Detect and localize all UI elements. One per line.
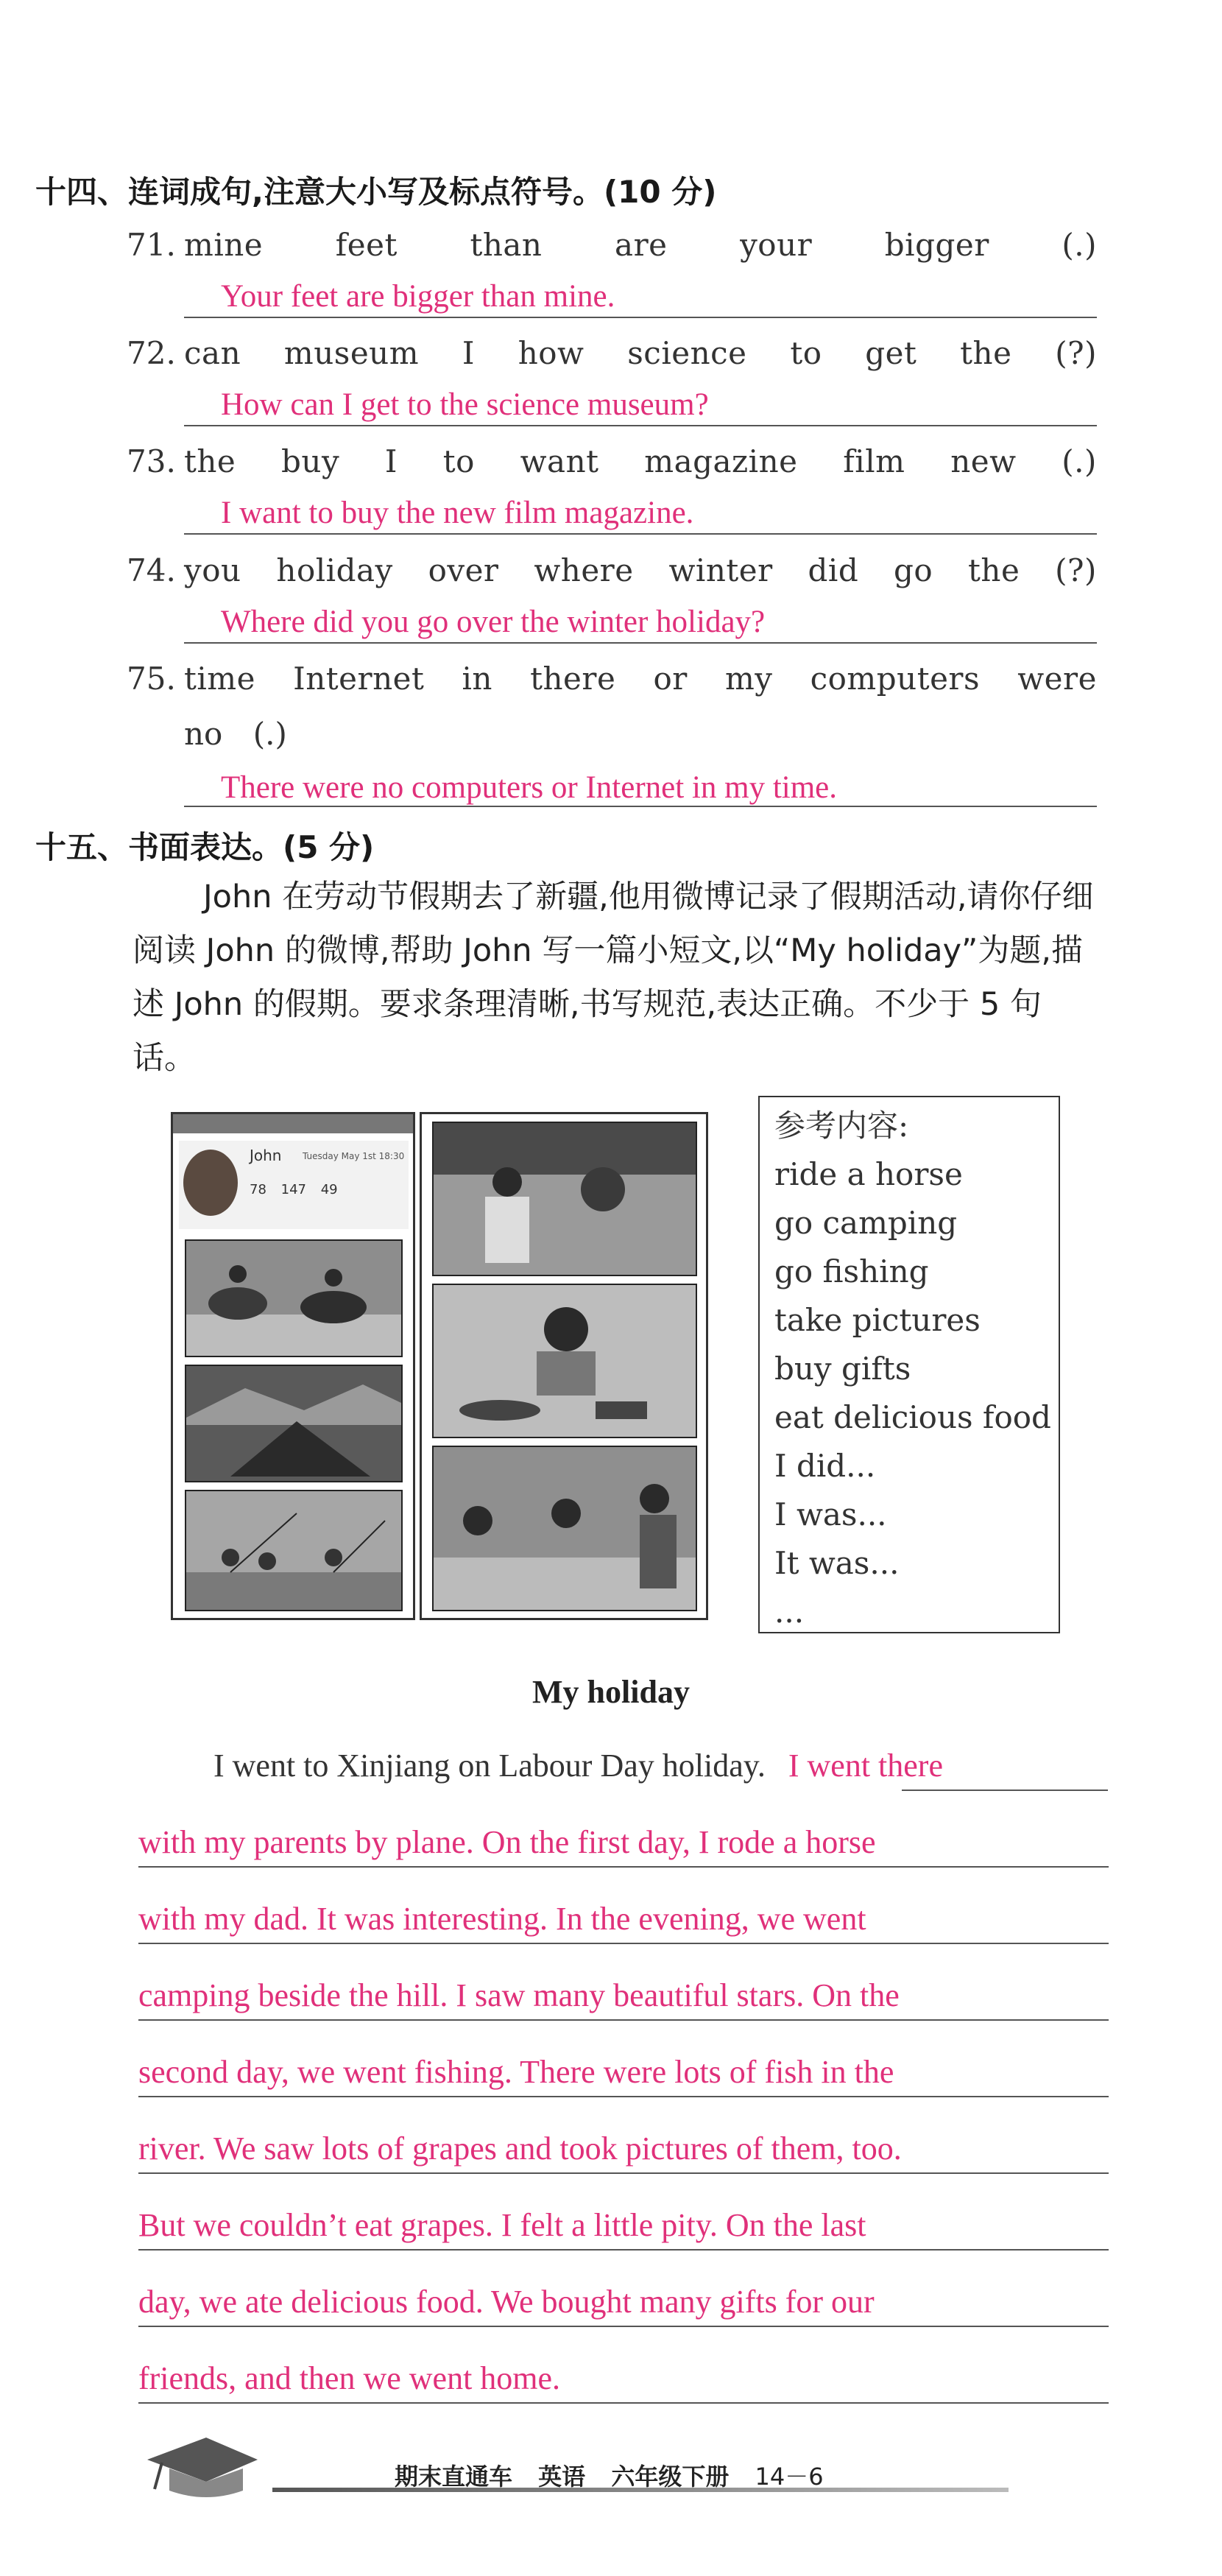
word: where bbox=[534, 552, 634, 588]
photo-camping bbox=[185, 1365, 403, 1482]
weibo-screenshot-2 bbox=[420, 1112, 708, 1620]
horse-illustration bbox=[186, 1241, 401, 1356]
word: museum bbox=[283, 335, 420, 371]
word: computers bbox=[810, 661, 981, 697]
word: want bbox=[520, 443, 599, 479]
word: the bbox=[960, 335, 1012, 371]
weibo-screenshot bbox=[171, 1112, 415, 1620]
fishing-illustration bbox=[186, 1491, 401, 1610]
answer-line bbox=[184, 806, 1097, 807]
essay-line: river. We saw lots of grapes and took pictures of them, too. bbox=[138, 2130, 902, 2167]
essay-line: friends, and then we went home. bbox=[138, 2360, 561, 2396]
reference-item: take pictures bbox=[774, 1302, 981, 1338]
answer-line bbox=[184, 425, 1097, 426]
market-illustration bbox=[434, 1447, 696, 1610]
essay-line: second day, we went fishing. There were lots of fish in the bbox=[138, 2054, 894, 2090]
essay-rule bbox=[902, 1790, 1108, 1791]
word: can bbox=[184, 335, 241, 371]
essay-rule bbox=[138, 2402, 1109, 2404]
word: (?) bbox=[1055, 335, 1097, 371]
section-15-title: 十五、书面表达。(5 分) bbox=[35, 829, 375, 865]
profile-stats bbox=[250, 1182, 338, 1197]
stat-value: 49 bbox=[320, 1182, 338, 1197]
essay-rule bbox=[138, 1866, 1109, 1868]
essay-rule bbox=[138, 2096, 1109, 2097]
stat-value: 147 bbox=[280, 1182, 306, 1197]
word: to bbox=[790, 335, 822, 371]
essay-opening-sentence: I went to Xinjiang on Labour Day holiday. bbox=[213, 1748, 766, 1784]
word: (.) bbox=[252, 716, 287, 752]
word: your bbox=[740, 227, 813, 263]
graduation-cap-icon bbox=[140, 2430, 258, 2504]
profile-card bbox=[179, 1141, 409, 1229]
tent-illustration bbox=[186, 1366, 401, 1481]
answer-74: Where did you go over the winter holiday? bbox=[221, 605, 766, 639]
word: buy bbox=[281, 443, 340, 479]
answer-75: There were no computers or Internet in my time. bbox=[221, 770, 838, 805]
word: my bbox=[724, 661, 773, 697]
essay-line: with my parents by plane. On the first day, I rode a horse bbox=[138, 1824, 876, 1860]
photo-gifts bbox=[432, 1446, 697, 1611]
stat-value: 78 bbox=[250, 1182, 266, 1197]
footer-subject: 英语 bbox=[538, 2463, 586, 2491]
word: feet bbox=[335, 227, 398, 263]
reference-item: I did... bbox=[774, 1448, 876, 1484]
word: I bbox=[462, 335, 475, 371]
word: holiday bbox=[276, 552, 393, 588]
question-number: 73. bbox=[127, 443, 176, 479]
essay-title: My holiday bbox=[532, 1674, 690, 1710]
footer-text bbox=[395, 2458, 824, 2492]
essay-rule bbox=[138, 2172, 1109, 2174]
reference-item: ... bbox=[774, 1594, 805, 1630]
answer-73: I want to buy the new film magazine. bbox=[221, 496, 694, 530]
word: (.) bbox=[1062, 443, 1097, 479]
question-words bbox=[184, 227, 1097, 263]
photo-fishing bbox=[185, 1490, 403, 1611]
word: winter bbox=[668, 552, 773, 588]
word: magazine bbox=[644, 443, 798, 479]
post-time: Tuesday May 1st 18:30 bbox=[303, 1151, 405, 1161]
footer-page-number: 14－6 bbox=[755, 2463, 824, 2491]
word: mine bbox=[184, 227, 264, 263]
reference-item: ride a horse bbox=[774, 1156, 963, 1192]
answer-line bbox=[184, 533, 1097, 535]
question-number: 72. bbox=[127, 335, 176, 371]
reference-item: go camping bbox=[774, 1205, 958, 1241]
word: to bbox=[442, 443, 475, 479]
essay-rule bbox=[138, 2326, 1109, 2327]
question-words bbox=[184, 335, 1097, 371]
answer-71: Your feet are bigger than mine. bbox=[221, 279, 615, 314]
reference-box bbox=[758, 1096, 1060, 1633]
reference-heading: 参考内容: bbox=[774, 1108, 909, 1144]
word: there bbox=[530, 661, 616, 697]
question-number: 75. bbox=[127, 661, 176, 697]
word: I bbox=[384, 443, 398, 479]
grapes-illustration bbox=[434, 1123, 696, 1275]
answer-line bbox=[184, 642, 1097, 644]
word: (?) bbox=[1055, 552, 1097, 588]
essay-answer-start: I went there bbox=[788, 1748, 943, 1784]
word: go bbox=[894, 552, 933, 588]
profile-name: John bbox=[250, 1147, 282, 1164]
word: you bbox=[184, 552, 241, 588]
answer-line bbox=[184, 317, 1097, 318]
essay-rule bbox=[138, 2019, 1109, 2021]
word: no bbox=[184, 716, 223, 752]
photo-eating bbox=[432, 1284, 697, 1438]
reference-item: buy gifts bbox=[774, 1351, 911, 1387]
question-number: 71. bbox=[127, 227, 176, 263]
question-number: 74. bbox=[127, 552, 176, 588]
word: are bbox=[615, 227, 668, 263]
word: science bbox=[627, 335, 747, 371]
question-words bbox=[184, 552, 1097, 588]
footer-grade: 六年级下册 bbox=[611, 2463, 730, 2491]
photo-horse-riding bbox=[185, 1239, 403, 1357]
word: the bbox=[184, 443, 236, 479]
word: film bbox=[843, 443, 905, 479]
footer-book: 期末直通车 bbox=[395, 2463, 513, 2491]
food-illustration bbox=[434, 1285, 696, 1437]
reference-item: I was... bbox=[774, 1496, 887, 1532]
essay-line: day, we ate delicious food. We bought many gifts for our bbox=[138, 2284, 875, 2320]
reference-item: eat delicious food bbox=[774, 1399, 1051, 1435]
essay-opening bbox=[213, 1747, 943, 1784]
status-bar bbox=[173, 1114, 413, 1133]
writing-prompt: John 在劳动节假期去了新疆,他用微博记录了假期活动,请你仔细阅读 John 的微博,帮助 John 写一篇小短文,以“My holiday”为题,描述 John 的假期。要求条理清晰,书写规范,表达正确。不少于 5 句话。 bbox=[133, 879, 1094, 1077]
essay-line: But we couldn’t eat grapes. I felt a little pity. On the last bbox=[138, 2207, 866, 2243]
word: did bbox=[808, 552, 859, 588]
word: new bbox=[950, 443, 1017, 479]
question-words bbox=[184, 661, 1097, 697]
word: over bbox=[428, 552, 499, 588]
word: time bbox=[184, 661, 255, 697]
essay-rule bbox=[138, 1943, 1109, 1944]
question-words-continued bbox=[184, 716, 287, 752]
reference-item: It was... bbox=[774, 1545, 900, 1581]
word: Internet bbox=[293, 661, 425, 697]
answer-72: How can I get to the science museum? bbox=[221, 387, 709, 422]
word: in bbox=[462, 661, 492, 697]
word: than bbox=[470, 227, 543, 263]
word: how bbox=[518, 335, 584, 371]
photo-grapes bbox=[432, 1122, 697, 1276]
word: bigger bbox=[884, 227, 989, 263]
avatar bbox=[183, 1150, 238, 1216]
word: or bbox=[653, 661, 688, 697]
reference-item: go fishing bbox=[774, 1253, 929, 1289]
essay-line: with my dad. It was interesting. In the evening, we went bbox=[138, 1901, 866, 1937]
word: the bbox=[968, 552, 1020, 588]
essay-rule bbox=[138, 2249, 1109, 2251]
word: were bbox=[1017, 661, 1097, 697]
word: (.) bbox=[1062, 227, 1097, 263]
essay-line: camping beside the hill. I saw many beautiful stars. On the bbox=[138, 1977, 900, 2013]
section-14-title: 十四、连词成句,注意大小写及标点符号。(10 分) bbox=[35, 174, 717, 210]
word: get bbox=[865, 335, 917, 371]
question-words bbox=[184, 443, 1097, 479]
